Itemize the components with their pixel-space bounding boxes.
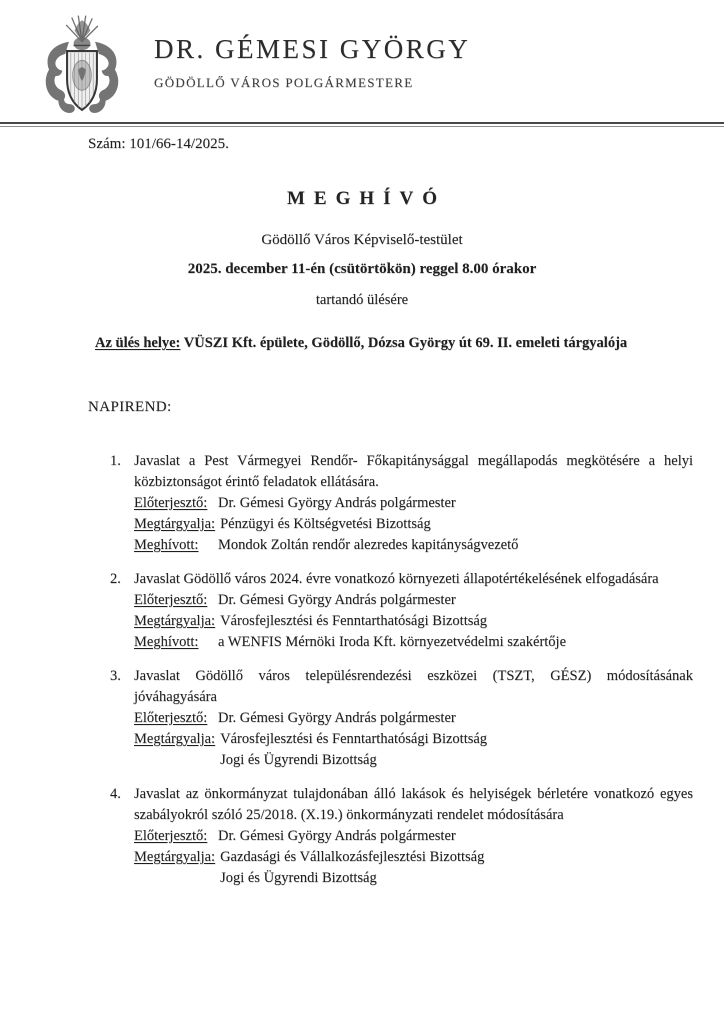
- field-label: Megtárgyalja:: [134, 849, 216, 865]
- agenda-item-1: [110, 451, 693, 556]
- field-label: Megtárgyalja:: [134, 731, 216, 747]
- field-value: Dr. Gémesi György András polgármester: [218, 495, 456, 511]
- agenda-item-title: Javaslat a Pest Vármegyei Rendőr- Főkapitánysággal megállapodás megkötésére a helyi közbiztonságot érintő feladatok ellátására.: [134, 453, 693, 490]
- agenda-field-presenter: [134, 826, 693, 847]
- agenda-field-committee: [134, 514, 693, 535]
- field-value: Dr. Gémesi György András polgármester: [218, 592, 456, 608]
- field-value: Jogi és Ügyrendi Bizottság: [220, 870, 377, 886]
- agenda-item-title: Javaslat az önkormányzat tulajdonában álló lakások és helyiségek bérletére vonatkozó egyes szabályokról szóló 25/2018. (X.19.) önkormányzati rendelet módosítására: [134, 786, 693, 823]
- organization-line: Gödöllő Város Képviselő-testület: [261, 232, 463, 248]
- field-value: a WENFIS Mérnöki Iroda Kft. környezetvédelmi szakértője: [218, 634, 567, 650]
- agenda-item-title: Javaslat Gödöllő város 2024. évre vonatkozó környezeti állapotértékelésének elfogadására: [134, 571, 659, 587]
- field-value: Jogi és Ügyrendi Bizottság: [220, 752, 377, 768]
- agenda-field-invitee: [134, 632, 693, 653]
- field-value: Városfejlesztési és Fenntarthatósági Bizottság: [220, 731, 488, 747]
- field-value: Pénzügyi és Költségvetési Bizottság: [220, 516, 431, 532]
- datetime-line: 2025. december 11-én (csütörtökön) reggel 8.00 órakor: [187, 261, 537, 277]
- agenda-item-number: 1.: [110, 453, 121, 469]
- location-value: VÜSZI Kft. épülete, Gödöllő, Dózsa György út 69. II. emeleti tárgyalója: [183, 335, 628, 351]
- invitation-title: MEGHÍVÓ: [286, 188, 447, 209]
- sender-title: GÖDÖLLŐ VÁROS POLGÁRMESTERE: [154, 75, 414, 90]
- field-label: Megtárgyalja:: [134, 613, 216, 629]
- agenda-field-invitee: [134, 535, 693, 556]
- field-label: Előterjesztő:: [134, 710, 208, 726]
- agenda-list: [110, 451, 693, 889]
- agenda-field-presenter: [134, 493, 693, 514]
- agenda-item-title: Javaslat Gödöllő város településrendezési eszközei (TSZT, GÉSZ) módosításának jóváhagyására: [134, 668, 693, 705]
- field-value: Gazdasági és Vállalkozásfejlesztési Bizottság: [220, 849, 485, 865]
- location-label: Az ülés helye:: [95, 335, 181, 351]
- field-value: Dr. Gémesi György András polgármester: [218, 828, 456, 844]
- meeting-location: [95, 335, 704, 352]
- field-label: Meghívott:: [134, 537, 199, 553]
- agenda-item-3: [110, 666, 693, 771]
- field-label: Előterjesztő:: [134, 828, 208, 844]
- agenda-field-presenter: [134, 590, 693, 611]
- field-label: Megtárgyalja:: [134, 516, 216, 532]
- field-label: Előterjesztő:: [134, 592, 208, 608]
- agenda-item-number: 3.: [110, 668, 121, 684]
- field-label: Előterjesztő:: [134, 495, 208, 511]
- agenda-item-number: 4.: [110, 786, 121, 802]
- reference-number: Szám: 101/66-14/2025.: [88, 136, 229, 152]
- field-value: Városfejlesztési és Fenntarthatósági Bizottság: [220, 613, 488, 629]
- agenda-field-committee: [134, 847, 693, 889]
- agenda-heading: NAPIREND:: [88, 399, 172, 415]
- divider-rule: [0, 122, 724, 127]
- sender-name: DR. GÉMESI GYÖRGY: [154, 34, 471, 64]
- agenda-field-committee: [134, 729, 693, 771]
- field-value: Mondok Zoltán rendőr alezredes kapitányságvezető: [218, 537, 519, 553]
- coat-of-arms-icon: [40, 13, 124, 119]
- occasion-line: tartandó ülésére: [315, 292, 409, 308]
- agenda-item-number: 2.: [110, 571, 121, 587]
- field-value: Dr. Gémesi György András polgármester: [218, 710, 456, 726]
- agenda-field-presenter: [134, 708, 693, 729]
- agenda-item-2: [110, 569, 693, 653]
- letterhead-text: [154, 13, 470, 91]
- agenda-item-4: [110, 784, 693, 889]
- document-header: [0, 0, 724, 119]
- field-label: Meghívott:: [134, 634, 199, 650]
- agenda-field-committee: [134, 611, 693, 632]
